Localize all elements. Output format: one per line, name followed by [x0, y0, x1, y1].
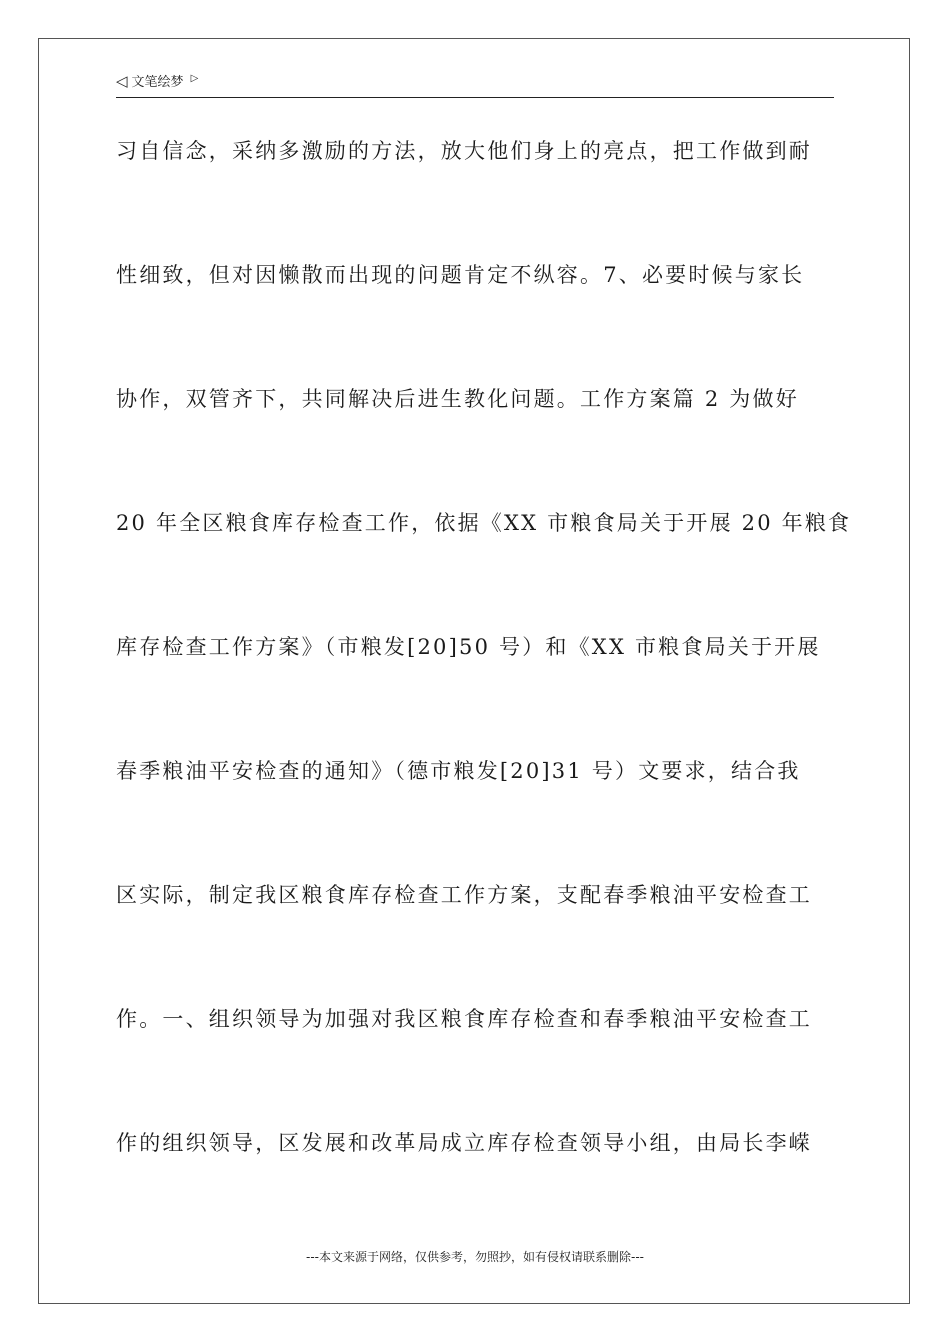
text-line: 春季粮油平安检查的通知》（德市粮发[20]31 号）文要求，结合我 — [116, 759, 801, 783]
text-line: 库存检查工作方案》（市粮发[20]50 号）和《XX 市粮食局关于开展 — [116, 635, 821, 659]
text-line: 20 年全区粮食库存检查工作，依据《XX 市粮食局关于开展 20 年粮食 — [116, 511, 852, 535]
footer-disclaimer: ---本文来源于网络，仅供参考，勿照抄，如有侵权请联系删除--- — [306, 1250, 644, 1264]
text-line: 作的组织领导，区发展和改革局成立库存检查领导小组，由局长李嵘 — [116, 1131, 812, 1155]
triangle-left-icon: ◁ — [116, 72, 128, 90]
header-brand: 文笔绘梦 — [131, 75, 184, 90]
text-line: 习自信念，采纳多激励的方法，放大他们身上的亮点，把工作做到耐 — [116, 139, 812, 163]
document-body — [116, 126, 852, 1242]
triangle-right-icon: ▷ — [190, 73, 199, 84]
text-line: 区实际，制定我区粮食库存检查工作方案，支配春季粮油平安检查工 — [116, 883, 812, 907]
text-line: 性细致，但对因懒散而出现的问题肯定不纵容。7、必要时候与家长 — [116, 263, 805, 287]
text-line: 协作，双管齐下，共同解决后进生教化问题。工作方案篇 2 为做好 — [116, 387, 799, 411]
text-line: 作。一、组织领导为加强对我区粮食库存检查和春季粮油平安检查工 — [116, 1007, 812, 1031]
page-header — [116, 74, 834, 98]
